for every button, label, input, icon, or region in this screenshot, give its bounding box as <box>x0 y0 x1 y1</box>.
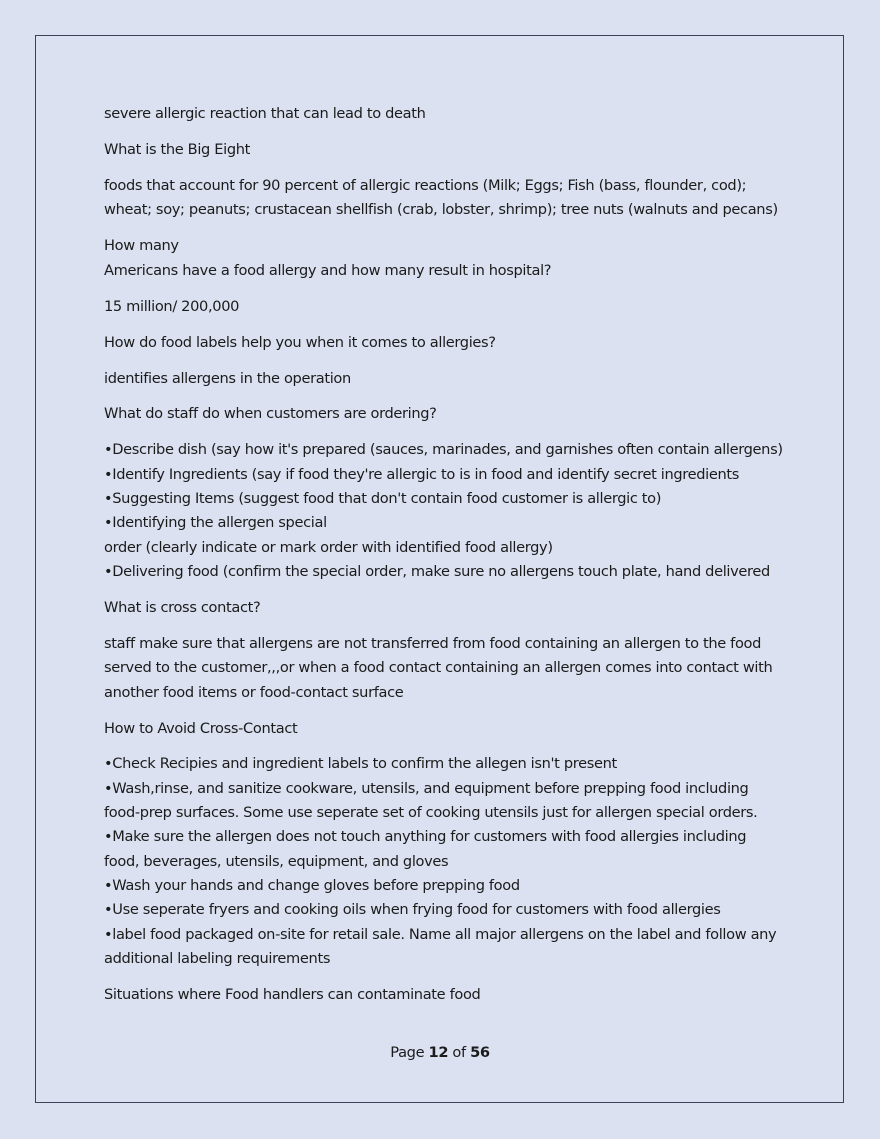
text-line: How many <box>104 237 179 255</box>
paragraph <box>104 983 794 1007</box>
paragraph <box>104 632 794 705</box>
text-line: What do staff do when customers are ordering? <box>104 405 437 423</box>
text-line: Americans have a food allergy and how many result in hospital? <box>104 261 552 279</box>
text-line: order (clearly indicate or mark order with identified food allergy) <box>104 538 553 556</box>
text-line: •Suggesting Items (suggest food that don't contain food customer is allergic to) <box>104 490 662 508</box>
paragraph <box>104 295 794 319</box>
text-line: identifies allergens in the operation <box>104 369 351 387</box>
page-footer <box>0 1044 880 1061</box>
text-line: 15 million/ 200,000 <box>104 297 240 315</box>
current-page-number: 12 <box>428 1044 449 1061</box>
paragraph <box>104 138 794 162</box>
text-line: •Make sure the allergen does not touch anything for customers with food allergies including <box>104 828 747 846</box>
text-line: •Describe dish (say how it's prepared (sauces, marinades, and garnishes often contain allergens) <box>104 441 783 459</box>
text-line: food-prep surfaces. Some use seperate set of cooking utensils just for allergen special orders. <box>104 804 758 822</box>
text-line: served to the customer,,,or when a food contact containing an allergen comes into contact with <box>104 659 773 677</box>
text-line: foods that account for 90 percent of allergic reactions (Milk; Eggs; Fish (bass, flounder, cod); <box>104 176 747 194</box>
text-line: •Check Recipies and ingredient labels to confirm the allegen isn't present <box>104 755 617 773</box>
paragraph <box>104 174 794 223</box>
paragraph <box>104 367 794 391</box>
text-line: What is cross contact? <box>104 598 261 616</box>
text-line: wheat; soy; peanuts; crustacean shellfish (crab, lobster, shrimp); tree nuts (walnuts and pecans) <box>104 201 778 219</box>
text-line: severe allergic reaction that can lead to death <box>104 105 426 122</box>
paragraph <box>104 438 794 584</box>
text-line: •label food packaged on-site for retail sale. Name all major allergens on the label and follow any <box>104 925 777 943</box>
text-line: •Wash your hands and change gloves before prepping food <box>104 876 520 894</box>
text-line: •Identifying the allergen special <box>104 514 327 532</box>
text-line: •Use seperate fryers and cooking oils when frying food for customers with food allergies <box>104 901 721 919</box>
text-line: Situations where Food handlers can contaminate food <box>104 985 481 1003</box>
paragraph <box>104 596 794 620</box>
text-line: •Identify Ingredients (say if food they're allergic to is in food and identify secret ingredients <box>104 465 739 483</box>
text-line: food, beverages, utensils, equipment, and gloves <box>104 852 449 870</box>
page-content <box>104 102 794 1019</box>
page-label: Page <box>390 1044 425 1061</box>
paragraph <box>104 331 794 355</box>
text-line: How to Avoid Cross-Contact <box>104 719 298 737</box>
text-line: What is the Big Eight <box>104 140 250 158</box>
paragraph <box>104 752 794 971</box>
page-of-label: of <box>452 1044 466 1061</box>
paragraph <box>104 717 794 741</box>
paragraph <box>104 234 794 283</box>
text-line: staff make sure that allergens are not transferred from food containing an allergen to the food <box>104 634 762 652</box>
text-line: •Delivering food (confirm the special order, make sure no allergens touch plate, hand delivered <box>104 562 770 580</box>
total-page-count: 56 <box>470 1044 490 1061</box>
text-line: additional labeling requirements <box>104 949 331 967</box>
text-line: another food items or food-contact surface <box>104 683 404 701</box>
text-line: •Wash,rinse, and sanitize cookware, utensils, and equipment before prepping food including <box>104 779 749 797</box>
paragraph <box>104 102 794 126</box>
text-line: How do food labels help you when it comes to allergies? <box>104 333 496 351</box>
paragraph <box>104 402 794 426</box>
